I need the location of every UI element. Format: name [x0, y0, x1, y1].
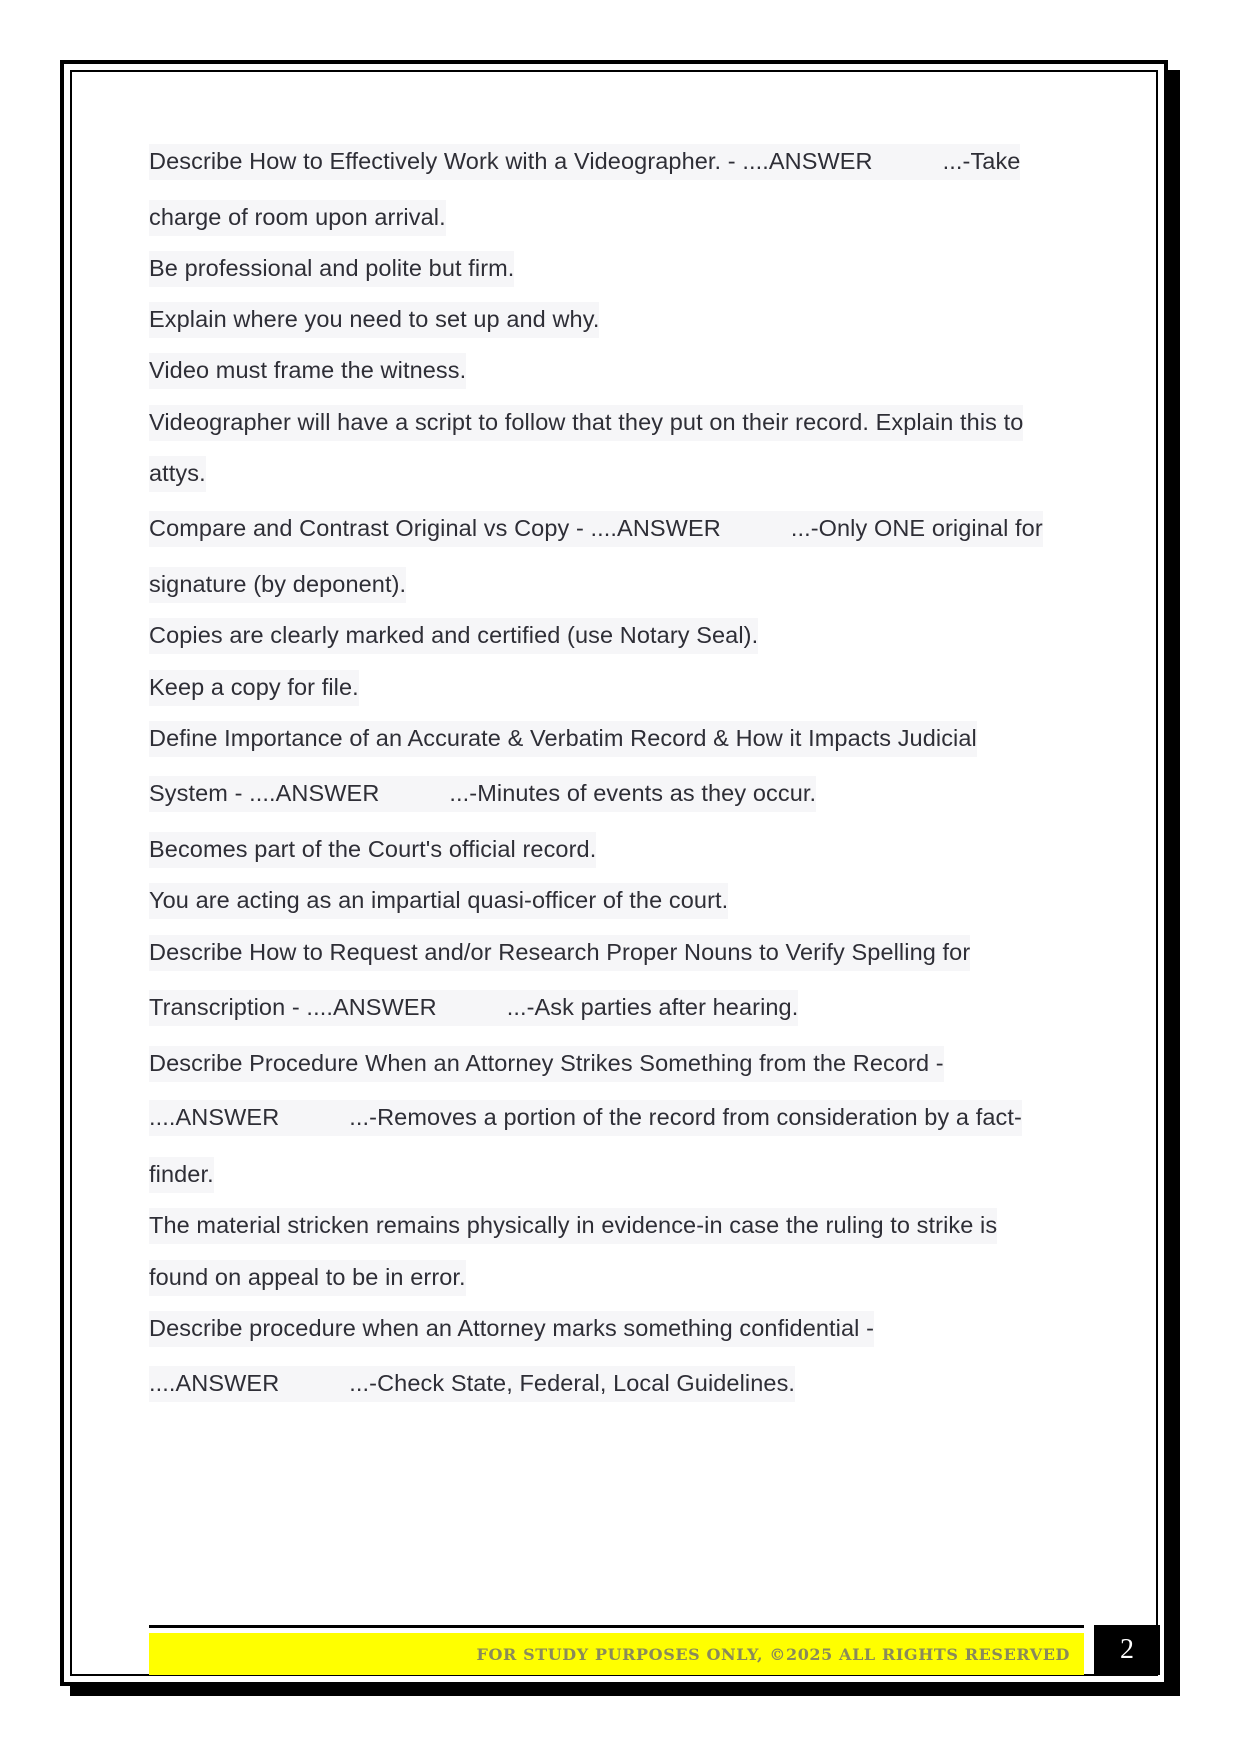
text-line: Transcription - ....ANSWER ...-Ask parties after hearing.	[149, 994, 798, 1021]
footer-bar	[149, 1633, 1084, 1675]
text-line: Describe How to Effectively Work with a Videographer. - ....ANSWER ...-Take	[149, 148, 1020, 175]
text-line: You are acting as an impartial quasi-officer of the court.	[149, 887, 728, 914]
text-line: The material stricken remains physically in evidence-in case the ruling to strike is	[149, 1212, 997, 1239]
text-line: found on appeal to be in error.	[149, 1264, 466, 1291]
text-line: Videographer will have a script to follow that they put on their record. Explain this to	[149, 409, 1023, 436]
text-line: Compare and Contrast Original vs Copy - ....ANSWER ...-Only ONE original for	[149, 515, 1043, 542]
text-line: Video must frame the witness.	[149, 357, 466, 384]
page-number: 2	[1094, 1625, 1160, 1675]
footer-rule	[149, 1625, 1084, 1628]
text-line: Define Importance of an Accurate & Verbatim Record & How it Impacts Judicial	[149, 725, 977, 752]
text-line: Be professional and polite but firm.	[149, 255, 514, 282]
text-line: Describe procedure when an Attorney marks something confidential -	[149, 1315, 874, 1342]
text-line: attys.	[149, 460, 206, 487]
text-line: ....ANSWER ...-Removes a portion of the record from consideration by a fact-	[149, 1104, 1022, 1131]
text-line: System - ....ANSWER ...-Minutes of events as they occur.	[149, 780, 816, 807]
text-line: Keep a copy for file.	[149, 674, 359, 701]
text-line: finder.	[149, 1161, 214, 1188]
text-line: Describe Procedure When an Attorney Strikes Something from the Record -	[149, 1050, 944, 1077]
text-line: Becomes part of the Court's official record.	[149, 836, 596, 863]
text-line: Explain where you need to set up and why.	[149, 306, 599, 333]
text-line: Copies are clearly marked and certified (use Notary Seal).	[149, 622, 758, 649]
text-line: ....ANSWER ...-Check State, Federal, Local Guidelines.	[149, 1370, 795, 1397]
footer-notice: FOR STUDY PURPOSES ONLY, ©2025 ALL RIGHTS RESERVED	[476, 1644, 1070, 1664]
text-line: signature (by deponent).	[149, 571, 406, 598]
text-line: Describe How to Request and/or Research Proper Nouns to Verify Spelling for	[149, 939, 970, 966]
text-line: charge of room upon arrival.	[149, 204, 446, 231]
